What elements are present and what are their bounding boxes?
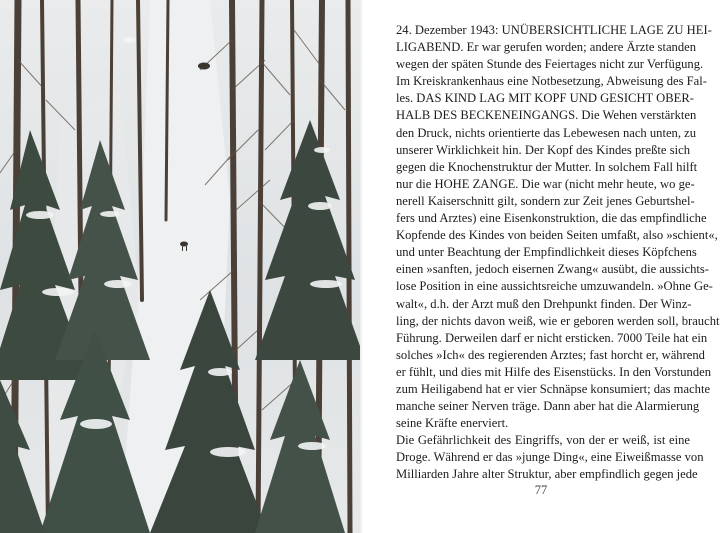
text-line: lose Position in eine aussichtsreiche umzuwandeln. »Ohne Ge- xyxy=(396,279,713,294)
page-number: 77 xyxy=(534,483,548,497)
text-page xyxy=(362,0,720,533)
text-line: Milliarden Jahre alter Struktur, aber empfindlich gegen jede xyxy=(396,467,698,482)
text-line: er fühlt, und dies mit Hilfe des Eisenstücks. In den Vorstunden xyxy=(396,364,712,379)
text-line: nerell Kaiserschnitt gilt, sondern zur Zeit jenes Geburtshel- xyxy=(396,193,695,208)
text-line: solches »Ich« des regierenden Arztes; fast horcht er, während xyxy=(396,347,705,362)
text-line: HALB DES BECKENEINGANGS. Die Wehen verstärkten xyxy=(396,108,697,123)
text-line: einen »sanften, jedoch eisernen Zwang« ausübt, die aussichts- xyxy=(396,262,709,277)
text-line: zum Heiligabend hat er vier Schnäpse konsumiert; das machte xyxy=(396,381,711,396)
text-line: Führung. Derweilen darf er nicht ersticken. 7000 Teile hat ein xyxy=(396,330,708,345)
text-line: walt«, d.h. der Arzt muß den Drehpunkt finden. Der Winz- xyxy=(396,296,692,311)
text-line: 24. Dezember 1943: UNÜBERSICHTLICHE LAGE ZU HEI- xyxy=(396,23,712,37)
text-line: manche seiner Nerven träge. Dann aber hat die Alarmierung xyxy=(396,399,700,414)
text-line: gegen die Knochenstruktur der Mutter. In solchem Fall hilft xyxy=(396,159,698,174)
text-line: Die Gefährlichkeit des Eingriffs, von der er weiß, ist eine xyxy=(396,433,690,448)
text-line: wegen der späten Stunde des Feiertages nicht zur Verfügung. xyxy=(396,57,704,72)
text-line: les. DAS KIND LAG MIT KOPF UND GESICHT OBER- xyxy=(396,91,694,106)
text-line: LIGABEND. Er war gerufen worden; andere Ärzte standen xyxy=(396,40,697,55)
text-line: unserer Wirklichkeit hin. Der Kopf des Kindes preßte sich xyxy=(396,142,690,157)
body-text xyxy=(396,22,720,484)
text-line: Im Kreiskrankenhaus eine Notbesetzung, Abweisung des Fal- xyxy=(396,74,707,89)
text-line: seine Kräfte enerviert. xyxy=(396,416,509,431)
text-line: den Druck, nichts orientierte das Lebewesen nach unten, zu xyxy=(396,125,697,140)
text-line: Droge. Während er das »junge Ding«, eine Eiweißmasse von xyxy=(396,450,704,465)
text-line: nur die HOHE ZANGE. Die war (nicht mehr heute, wo ge- xyxy=(396,176,695,191)
text-line: fers und Arztes) eine Eisenkonstruktion, die das empfindliche xyxy=(396,211,707,226)
text-line: und unter Beachtung der Empfindlichkeit dieses Köpfchens xyxy=(396,245,697,260)
text-line: Kopfende des Kindes von beiden Seiten umfaßt, also »schient«, xyxy=(396,228,718,243)
text-line: ling, der nichts davon weiß, wie er geboren werden soll, braucht xyxy=(396,313,720,328)
